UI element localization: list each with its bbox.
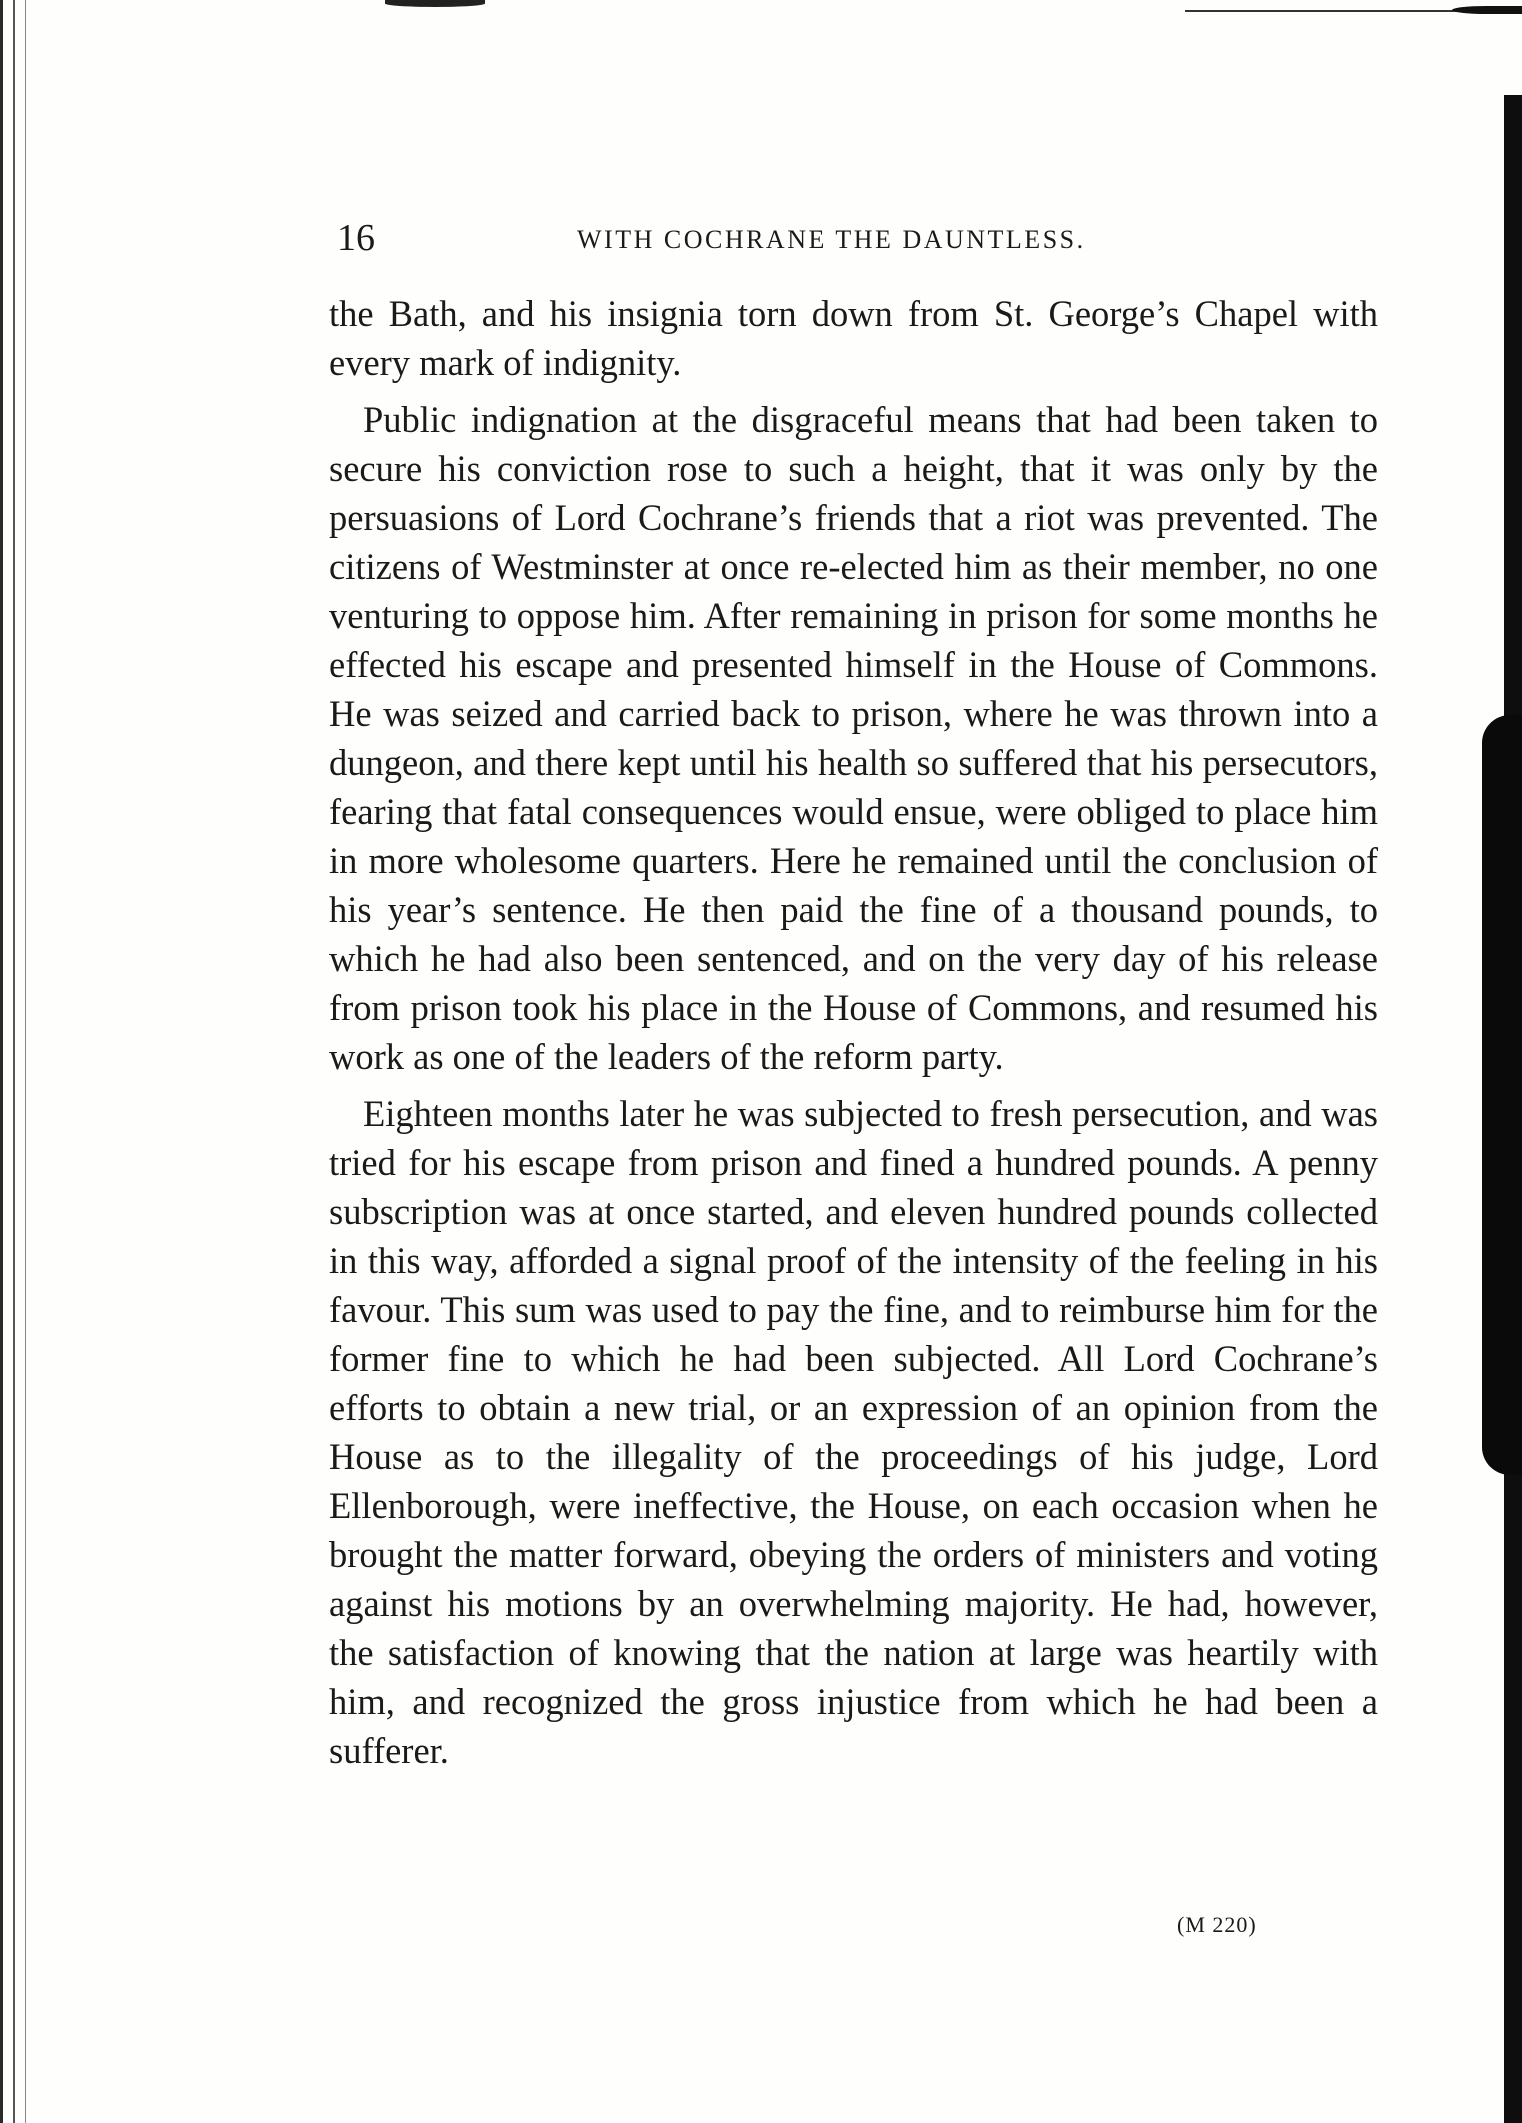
running-head <box>337 212 1392 264</box>
scan-rule <box>1185 10 1522 12</box>
body-text <box>329 289 1378 1775</box>
running-title: WITH COCHRANE THE DAUNTLESS. <box>577 225 1086 254</box>
paragraph-3: Eighteen months later he was subjected to fresh persecution, and was tried for his escape from prison and fined a hundred pounds. A penny subscription was at once started, and eleven hundred pounds collected in this way, afforded a signal proof of the intensity of the feeling in his favour. This sum was used to pay the fine, and to reimburse him for the former fine to which he had been subjected. All Lord Cochrane’s efforts to obtain a new trial, or an expression of an opinion from the House as to the illegality of the proceedings of his judge, Lord Ellenborough, were ineffective, the House, on each occasion when he brought the matter forward, obeying the orders of ministers and voting against his motions by an overwhelming majority. He had, however, the satisfaction of knowing that the nation at large was heartily with him, and recognized the gross injustice from which he had been a sufferer. <box>329 1093 1378 1771</box>
scan-mark <box>385 0 485 7</box>
binding-edge <box>0 0 34 2123</box>
page-number: 16 <box>337 217 375 259</box>
paragraph-2: Public indignation at the disgraceful means that had been taken to secure his conviction rose to such a height, that it was only by the persuasions of Lord Cochrane’s friends that a riot was prevented. The citizens of Westminster at once re-elected him as their member, no one venturing to oppose him. After remaining in prison for some months he effected his escape and presented himself in the House of Commons. He was seized and carried back to prison, where he was thrown into a dungeon, and there kept until his health so suffered that his persecutors, fearing that fatal consequences would ensue, were obliged to place him in more wholesome quarters. Here he remained until the conclusion of his year’s sentence. He then paid the fine of a thousand pounds, to which he had also been sentenced, and on the very day of his release from prison took his place in the House of Commons, and resumed his work as one of the leaders of the reform party. <box>329 399 1378 1077</box>
paragraph-1: the Bath, and his insignia torn down from St. George’s Chapel with every mark of indignity. <box>329 293 1378 383</box>
signature-mark: (M 220) <box>1177 1912 1257 1937</box>
right-edge-shadow <box>1482 715 1522 1475</box>
